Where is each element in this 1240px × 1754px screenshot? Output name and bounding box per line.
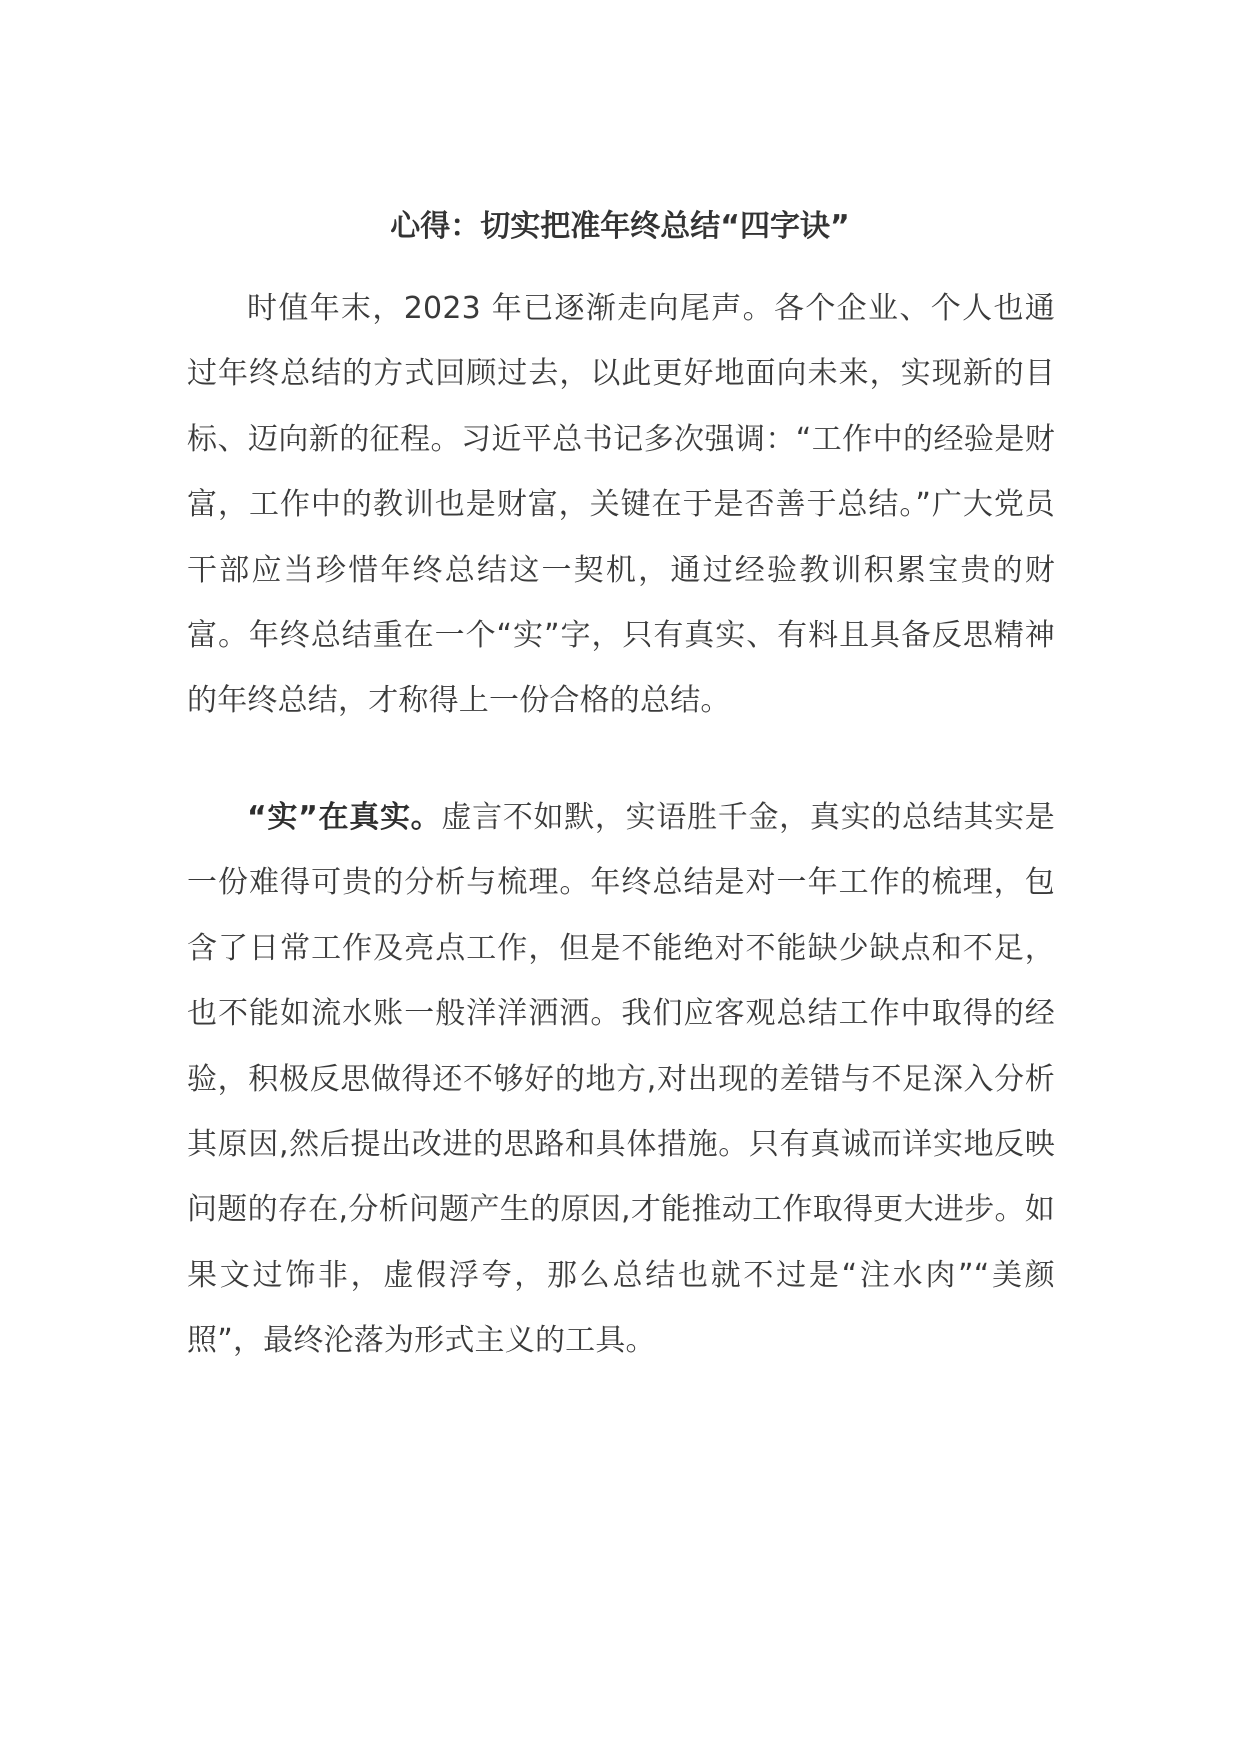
paragraph-truth-text: 虚言不如默，实语胜千金，真实的总结其实是一份难得可贵的分析与梳理。年终总结是对一年工作的梳理，包含了日常工作及亮点工作，但是不能绝对不能缺少缺点和不足，也不能如流水账一般洋洋洒洒。我们应客观总结工作中取得的经验，积极反思做得还不够好的地方,对出现的差错与不足深入分析其原因,然后提出改进的思路和具体措施。只有真诚而详实地反映问题的存在,分析问题产生的原因,才能推动工作取得更大进步。如果文过饰非，虚假浮夸，那么总结也就不过是“注水肉”“美颜照”，最终沦落为形式主义的工具。 (187, 800, 1056, 1359)
paragraph-intro-text: 时值年末，2023 年已逐渐走向尾声。各个企业、个人也通过年终总结的方式回顾过去，以此更好地面向未来，实现新的目标、迈向新的征程。习近平总书记多次强调：“工作中的经验是财富，工作中的教训也是财富，关键在于是否善于总结。”广大党员干部应当珍惜年终总结这一契机，通过经验教训积累宝贵的财富。年终总结重在一个“实”字，只有真实、有料且具备反思精神的年终总结，才称得上一份合格的总结。 (187, 291, 1055, 719)
paragraph-truth-lead: “实”在真实。 (247, 800, 442, 835)
paragraph-intro (187, 276, 1055, 734)
document-title: 心得：切实把准年终总结“四字诀” (390, 209, 850, 244)
paragraph-truth (187, 785, 1055, 1374)
